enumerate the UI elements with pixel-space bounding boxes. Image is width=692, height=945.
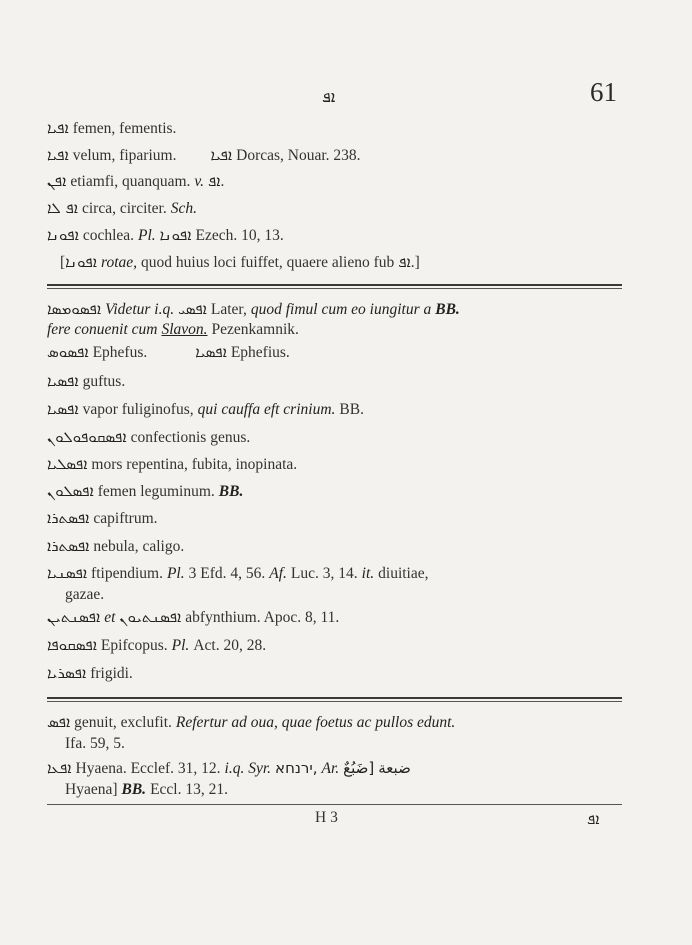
syriac-headword: ܐܦܣܩܘܦܘܠܘܢ [47, 428, 127, 446]
definition-text: Hyaena] [65, 781, 118, 798]
definition-text: velum, fiparium. [72, 147, 177, 164]
hebrew-word: ירנחא, [275, 759, 318, 777]
running-head: ܐܦ [322, 87, 336, 106]
syriac-word: ܐܦܣܝܐ [195, 343, 227, 361]
definition-text: Hyaena. Ecclef. 31, 12. [75, 760, 221, 777]
definition-text: femen leguminum. [97, 483, 215, 500]
bracket: .] [410, 254, 420, 271]
entry-row [47, 199, 197, 218]
definition-text: Ephefius. [230, 344, 290, 361]
section-divider [47, 288, 622, 289]
syriac-headword: ܐܦܣܘܣ [47, 343, 89, 361]
italic-text: v. [194, 173, 205, 190]
section-divider [47, 284, 622, 286]
section-divider [47, 804, 622, 805]
entry-row [47, 759, 411, 778]
syriac-headword: ܐܦܣܩܘܦܐ [47, 636, 97, 654]
definition-text: vapor fuliginofus, [82, 401, 194, 418]
italic-text: quod fimul cum eo iungitur a [250, 301, 432, 318]
italic-text: Refertur ad oua, quae foetus ac pullos edunt. [175, 714, 456, 731]
definition-text: Act. 20, 28. [193, 637, 267, 654]
section-divider [47, 701, 622, 702]
definition-text: ftipendium. [91, 565, 163, 582]
definition-text: Epifcopus. [100, 637, 168, 654]
entry-row [47, 146, 361, 165]
italic-text: Pl. [171, 637, 190, 654]
syriac-headword: ܐܦ ܠܐ [47, 199, 78, 217]
definition-text: etiamfi, quanquam. [70, 173, 191, 190]
syriac-word: ܐܦܝܐ [210, 146, 233, 164]
entry-row [65, 586, 104, 604]
italic-text: Videtur i.q. [105, 301, 175, 318]
definition-text: gazae. [65, 586, 105, 603]
syriac-headword: ܐܦܘܢܐ [47, 226, 79, 244]
syriac-word: ܐܦܣܝ [178, 300, 207, 318]
syriac-word: ܐܦܘܢܐ [159, 226, 192, 244]
entry-row [47, 564, 429, 583]
entry-row [47, 608, 339, 627]
entry-row [47, 455, 297, 474]
syriac-headword: ܐܦܥܐ [47, 759, 72, 777]
entry-row [47, 636, 266, 655]
syriac-headword: ܐܦܝܐ [47, 119, 69, 137]
definition-text: frigidi. [90, 665, 133, 682]
syriac-word: ܐܦ [208, 172, 221, 190]
entry-row [47, 428, 250, 447]
definition-text: nebula, caligo. [93, 538, 185, 555]
italic-text: Pl. [138, 227, 156, 244]
syriac-headword: ܐܦܝܐ [47, 146, 69, 164]
italic-text: rotae, [100, 254, 138, 271]
syriac-headword: ܐܦܣܝܐ [47, 372, 79, 390]
definition-text: capiftrum. [93, 510, 158, 527]
entry-row [47, 509, 158, 528]
italic-text: et [104, 609, 116, 626]
entry-row [47, 400, 364, 419]
syriac-headword: ܐܦܢ [47, 172, 67, 190]
syriac-headword: ܐܦܣܠܝܐ [47, 455, 88, 473]
italic-text: Af. [269, 565, 287, 582]
entry-row [47, 321, 299, 339]
italic-text: Sch. [170, 200, 198, 217]
definition-text: cochlea. [82, 227, 135, 244]
entry-row [47, 664, 133, 683]
definition-text: diuitiae, [378, 565, 429, 582]
italic-text: Pl. [166, 565, 185, 582]
punctuation: . [220, 173, 225, 190]
definition-text: Luc. 3, 14. [290, 565, 358, 582]
definition-text: guftus. [82, 373, 126, 390]
syriac-word: ܐܦܘܢܐ [65, 253, 97, 271]
definition-text: femen, fementis. [72, 120, 177, 137]
entry-row [47, 713, 455, 732]
definition-text: abfynthium. Apoc. 8, 11. [185, 609, 340, 626]
signature-mark: H 3 [315, 809, 338, 826]
entry-row [60, 253, 420, 272]
definition-text: Ifa. 59, 5. [65, 735, 125, 752]
syriac-word: ܐܦܣܢܬܝܘܢ [119, 608, 182, 626]
definition-text: Pezenkamnik. [211, 321, 299, 338]
syriac-headword: ܐܦܣܢܬܝܢ [47, 608, 101, 626]
page-number: 61 [590, 77, 617, 107]
entry-row [65, 781, 228, 799]
syriac-headword: ܐܦܣܬܪܐ [47, 509, 90, 527]
entry-row [47, 300, 460, 319]
syriac-headword: ܐܦܣܬܪܐ [47, 537, 90, 555]
italic-text: i.q. Syr. [224, 760, 272, 777]
entry-row [47, 172, 224, 191]
reference-abbrev: BB. [121, 781, 147, 798]
definition-text: Later, [210, 301, 247, 318]
section-divider [47, 697, 622, 699]
entry-row [65, 735, 125, 753]
syriac-headword: ܐܦܣܢܝܐ [47, 564, 88, 582]
syriac-headword: ܐܦܣܝܐ [47, 400, 79, 418]
entry-row [47, 226, 284, 245]
catchword: ܐܦ [587, 810, 600, 828]
definition-text: mors repentina, fubita, inopinata. [91, 456, 298, 473]
definition-text: confectionis genus. [130, 429, 251, 446]
syriac-word: ܐܦ [398, 253, 411, 271]
italic-text: Ar. [321, 760, 340, 777]
definition-text: 3 Efd. 4, 56. [188, 565, 266, 582]
italic-text: Slavon. [161, 321, 208, 338]
bracket: [ [60, 254, 66, 271]
definition-text: Ephefus. [92, 344, 148, 361]
syriac-headword: ܐܦܣܪܝܐ [47, 664, 87, 682]
reference-abbrev: BB. [435, 301, 460, 318]
entry-row [47, 343, 290, 362]
italic-text: qui cauffa eft crinium. [197, 401, 336, 418]
definition-text: genuit, exclufit. [74, 714, 172, 731]
reference-abbrev: BB. [339, 401, 364, 418]
entry-row [47, 482, 243, 501]
entry-row [47, 372, 125, 391]
definition-text: circa, circiter. [81, 200, 167, 217]
syriac-headword: ܐܦܣܘܡܣܐ [47, 300, 102, 318]
entry-row [47, 537, 184, 556]
reference-abbrev: BB. [218, 483, 244, 500]
arabic-word: [ضَبُعٌ [343, 759, 375, 777]
definition-text: Ezech. 10, 13. [195, 227, 284, 244]
entry-row [47, 119, 176, 138]
arabic-word: ضبعة [378, 759, 411, 777]
definition-text: Eccl. 13, 21. [150, 781, 228, 798]
italic-text: it. [361, 565, 375, 582]
definition-text: quod huius loci fuiffet, quaere alieno fub [141, 254, 395, 271]
syriac-headword: ܐܦܣܠܘܢ [47, 482, 94, 500]
syriac-headword: ܐܦܣ [47, 713, 71, 731]
definition-text: Dorcas, Nouar. 238. [236, 147, 361, 164]
italic-text: fere conuenit cum [47, 321, 158, 338]
